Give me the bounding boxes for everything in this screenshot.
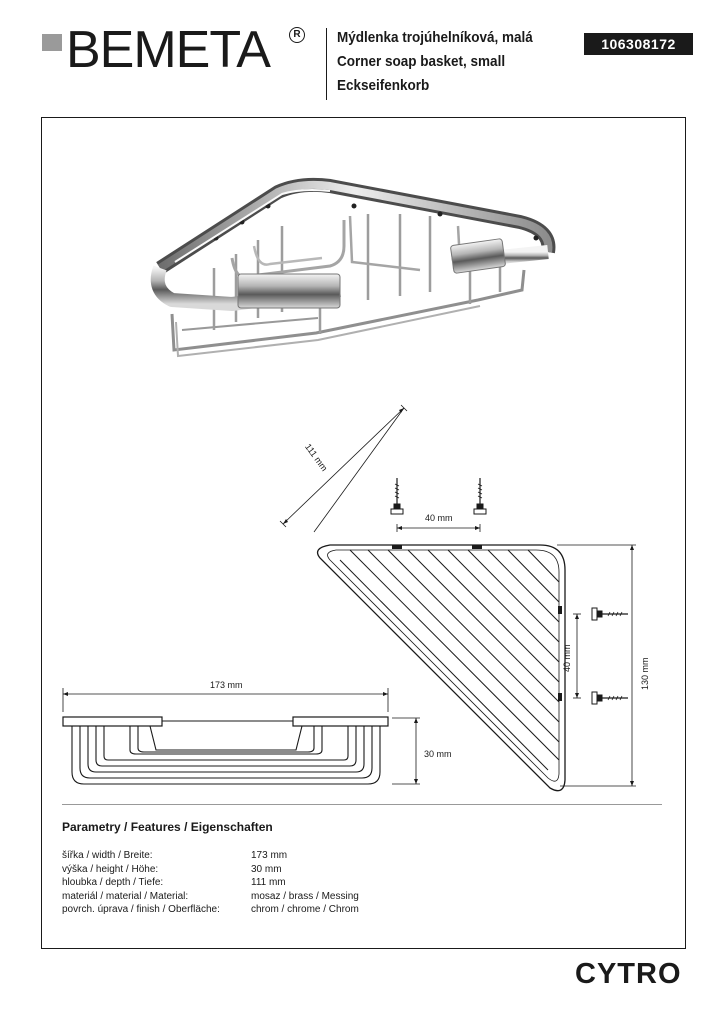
side-screw-spacing-label: 40 mm bbox=[562, 644, 572, 672]
features-divider bbox=[62, 804, 662, 805]
features-heading: Parametry / Features / Eigenschaften bbox=[62, 820, 273, 834]
series-name: CYTRO bbox=[575, 958, 682, 990]
feature-label: šířka / width / Breite: bbox=[62, 850, 153, 861]
feature-row-width bbox=[62, 849, 662, 863]
logo-wordmark: BEMETA bbox=[66, 21, 270, 79]
feature-row-height bbox=[62, 863, 662, 877]
front-view bbox=[63, 717, 388, 784]
features-table bbox=[62, 849, 662, 917]
feature-row-finish bbox=[62, 903, 662, 917]
feature-label: povrch. úprava / finish / Oberfläche: bbox=[62, 904, 220, 915]
feature-row-material bbox=[62, 890, 662, 904]
height-dimension-label: 30 mm bbox=[424, 749, 452, 759]
width-dimension-label: 173 mm bbox=[210, 680, 243, 690]
dimension-lines bbox=[63, 405, 636, 786]
feature-value: 173 mm bbox=[251, 850, 288, 861]
feature-label: hloubka / depth / Tiefe: bbox=[62, 877, 164, 888]
registered-mark-icon: R bbox=[289, 27, 305, 43]
feature-row-depth bbox=[62, 876, 662, 890]
product-code-badge: 106308172 bbox=[584, 33, 693, 55]
feature-label: materiál / material / Material: bbox=[62, 890, 189, 902]
depth-dimension-label: 111 mm bbox=[303, 441, 330, 473]
feature-value: 111 mm bbox=[251, 877, 286, 888]
product-render bbox=[158, 185, 549, 356]
total-height-label: 130 mm bbox=[640, 657, 650, 690]
feature-value: 30 mm bbox=[251, 863, 282, 875]
top-screw-spacing-label: 40 mm bbox=[425, 513, 453, 523]
screw-icons bbox=[391, 478, 628, 704]
feature-value: mosaz / brass / Messing bbox=[251, 890, 359, 902]
product-name-en: Corner soap basket, small bbox=[337, 53, 506, 70]
feature-label: výška / height / Höhe: bbox=[62, 863, 159, 875]
product-name-de: Eckseifenkorb bbox=[337, 77, 430, 94]
product-name-cz: Mýdlenka trojúhelníková, malá bbox=[337, 29, 533, 46]
feature-value: chrom / chrome / Chrom bbox=[251, 904, 359, 915]
